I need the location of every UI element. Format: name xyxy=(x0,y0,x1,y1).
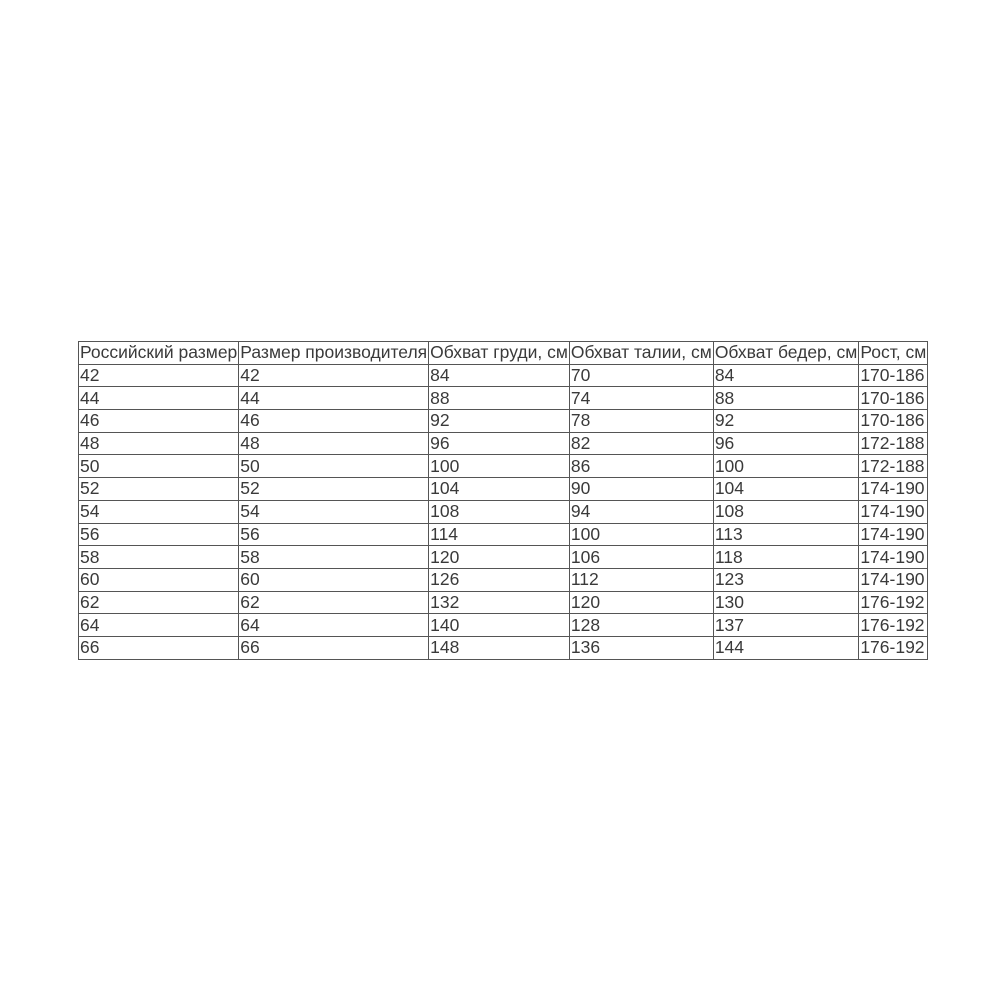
cell-manufacturer-size: 44 xyxy=(239,387,429,410)
cell-waist-girth: 120 xyxy=(569,591,713,614)
cell-hip-girth: 84 xyxy=(713,364,859,387)
cell-hip-girth: 123 xyxy=(713,568,859,591)
cell-height: 172-188 xyxy=(859,432,928,455)
cell-height: 170-186 xyxy=(859,410,928,433)
table-row xyxy=(79,546,928,569)
cell-manufacturer-size: 56 xyxy=(239,523,429,546)
cell-height: 176-192 xyxy=(859,614,928,637)
cell-waist-girth: 86 xyxy=(569,455,713,478)
cell-waist-girth: 74 xyxy=(569,387,713,410)
cell-russian-size: 56 xyxy=(79,523,239,546)
table-header-row xyxy=(79,342,928,365)
cell-waist-girth: 70 xyxy=(569,364,713,387)
cell-waist-girth: 82 xyxy=(569,432,713,455)
cell-waist-girth: 100 xyxy=(569,523,713,546)
cell-hip-girth: 100 xyxy=(713,455,859,478)
cell-manufacturer-size: 54 xyxy=(239,500,429,523)
header-russian-size: Российский размер xyxy=(80,342,238,363)
cell-height: 176-192 xyxy=(859,636,928,659)
cell-hip-girth: 130 xyxy=(713,591,859,614)
cell-russian-size: 62 xyxy=(79,591,239,614)
table-row xyxy=(79,591,928,614)
header-chest-girth: Обхват груди, см xyxy=(430,342,568,363)
cell-hip-girth: 88 xyxy=(713,387,859,410)
cell-russian-size: 46 xyxy=(79,410,239,433)
table-row xyxy=(79,478,928,501)
cell-hip-girth: 96 xyxy=(713,432,859,455)
cell-russian-size: 54 xyxy=(79,500,239,523)
cell-russian-size: 64 xyxy=(79,614,239,637)
cell-hip-girth: 104 xyxy=(713,478,859,501)
cell-chest-girth: 108 xyxy=(429,500,570,523)
cell-height: 170-186 xyxy=(859,387,928,410)
cell-height: 176-192 xyxy=(859,591,928,614)
cell-waist-girth: 90 xyxy=(569,478,713,501)
cell-chest-girth: 114 xyxy=(429,523,570,546)
table-row xyxy=(79,568,928,591)
cell-manufacturer-size: 52 xyxy=(239,478,429,501)
cell-hip-girth: 92 xyxy=(713,410,859,433)
cell-height: 174-190 xyxy=(859,546,928,569)
cell-hip-girth: 137 xyxy=(713,614,859,637)
cell-manufacturer-size: 62 xyxy=(239,591,429,614)
cell-russian-size: 42 xyxy=(79,364,239,387)
table-row xyxy=(79,636,928,659)
cell-chest-girth: 132 xyxy=(429,591,570,614)
cell-hip-girth: 113 xyxy=(713,523,859,546)
cell-hip-girth: 118 xyxy=(713,546,859,569)
table-row xyxy=(79,455,928,478)
cell-height: 174-190 xyxy=(859,478,928,501)
cell-russian-size: 44 xyxy=(79,387,239,410)
cell-waist-girth: 112 xyxy=(569,568,713,591)
cell-chest-girth: 126 xyxy=(429,568,570,591)
table-row xyxy=(79,523,928,546)
cell-chest-girth: 100 xyxy=(429,455,570,478)
table-row xyxy=(79,432,928,455)
table-row xyxy=(79,614,928,637)
header-waist-girth: Обхват талии, см xyxy=(570,342,712,363)
cell-waist-girth: 106 xyxy=(569,546,713,569)
cell-manufacturer-size: 64 xyxy=(239,614,429,637)
cell-manufacturer-size: 50 xyxy=(239,455,429,478)
cell-chest-girth: 148 xyxy=(429,636,570,659)
cell-manufacturer-size: 58 xyxy=(239,546,429,569)
cell-hip-girth: 108 xyxy=(713,500,859,523)
cell-chest-girth: 92 xyxy=(429,410,570,433)
header-hip-girth: Обхват бедер, см xyxy=(714,342,858,363)
table-row xyxy=(79,364,928,387)
cell-russian-size: 60 xyxy=(79,568,239,591)
cell-russian-size: 52 xyxy=(79,478,239,501)
header-height: Рост, см xyxy=(860,342,927,363)
cell-waist-girth: 128 xyxy=(569,614,713,637)
cell-chest-girth: 88 xyxy=(429,387,570,410)
header-manufacturer-size: Размер производителя xyxy=(240,342,428,363)
cell-waist-girth: 136 xyxy=(569,636,713,659)
table-row xyxy=(79,387,928,410)
cell-manufacturer-size: 60 xyxy=(239,568,429,591)
table-row xyxy=(79,410,928,433)
cell-height: 174-190 xyxy=(859,523,928,546)
cell-chest-girth: 120 xyxy=(429,546,570,569)
cell-russian-size: 66 xyxy=(79,636,239,659)
cell-chest-girth: 84 xyxy=(429,364,570,387)
cell-manufacturer-size: 66 xyxy=(239,636,429,659)
cell-russian-size: 48 xyxy=(79,432,239,455)
cell-waist-girth: 78 xyxy=(569,410,713,433)
table-row xyxy=(79,500,928,523)
cell-manufacturer-size: 46 xyxy=(239,410,429,433)
cell-waist-girth: 94 xyxy=(569,500,713,523)
cell-russian-size: 50 xyxy=(79,455,239,478)
cell-height: 174-190 xyxy=(859,500,928,523)
size-chart-table xyxy=(78,341,928,660)
cell-chest-girth: 104 xyxy=(429,478,570,501)
cell-russian-size: 58 xyxy=(79,546,239,569)
cell-height: 172-188 xyxy=(859,455,928,478)
cell-height: 174-190 xyxy=(859,568,928,591)
cell-manufacturer-size: 42 xyxy=(239,364,429,387)
cell-chest-girth: 96 xyxy=(429,432,570,455)
cell-chest-girth: 140 xyxy=(429,614,570,637)
cell-hip-girth: 144 xyxy=(713,636,859,659)
cell-height: 170-186 xyxy=(859,364,928,387)
cell-manufacturer-size: 48 xyxy=(239,432,429,455)
